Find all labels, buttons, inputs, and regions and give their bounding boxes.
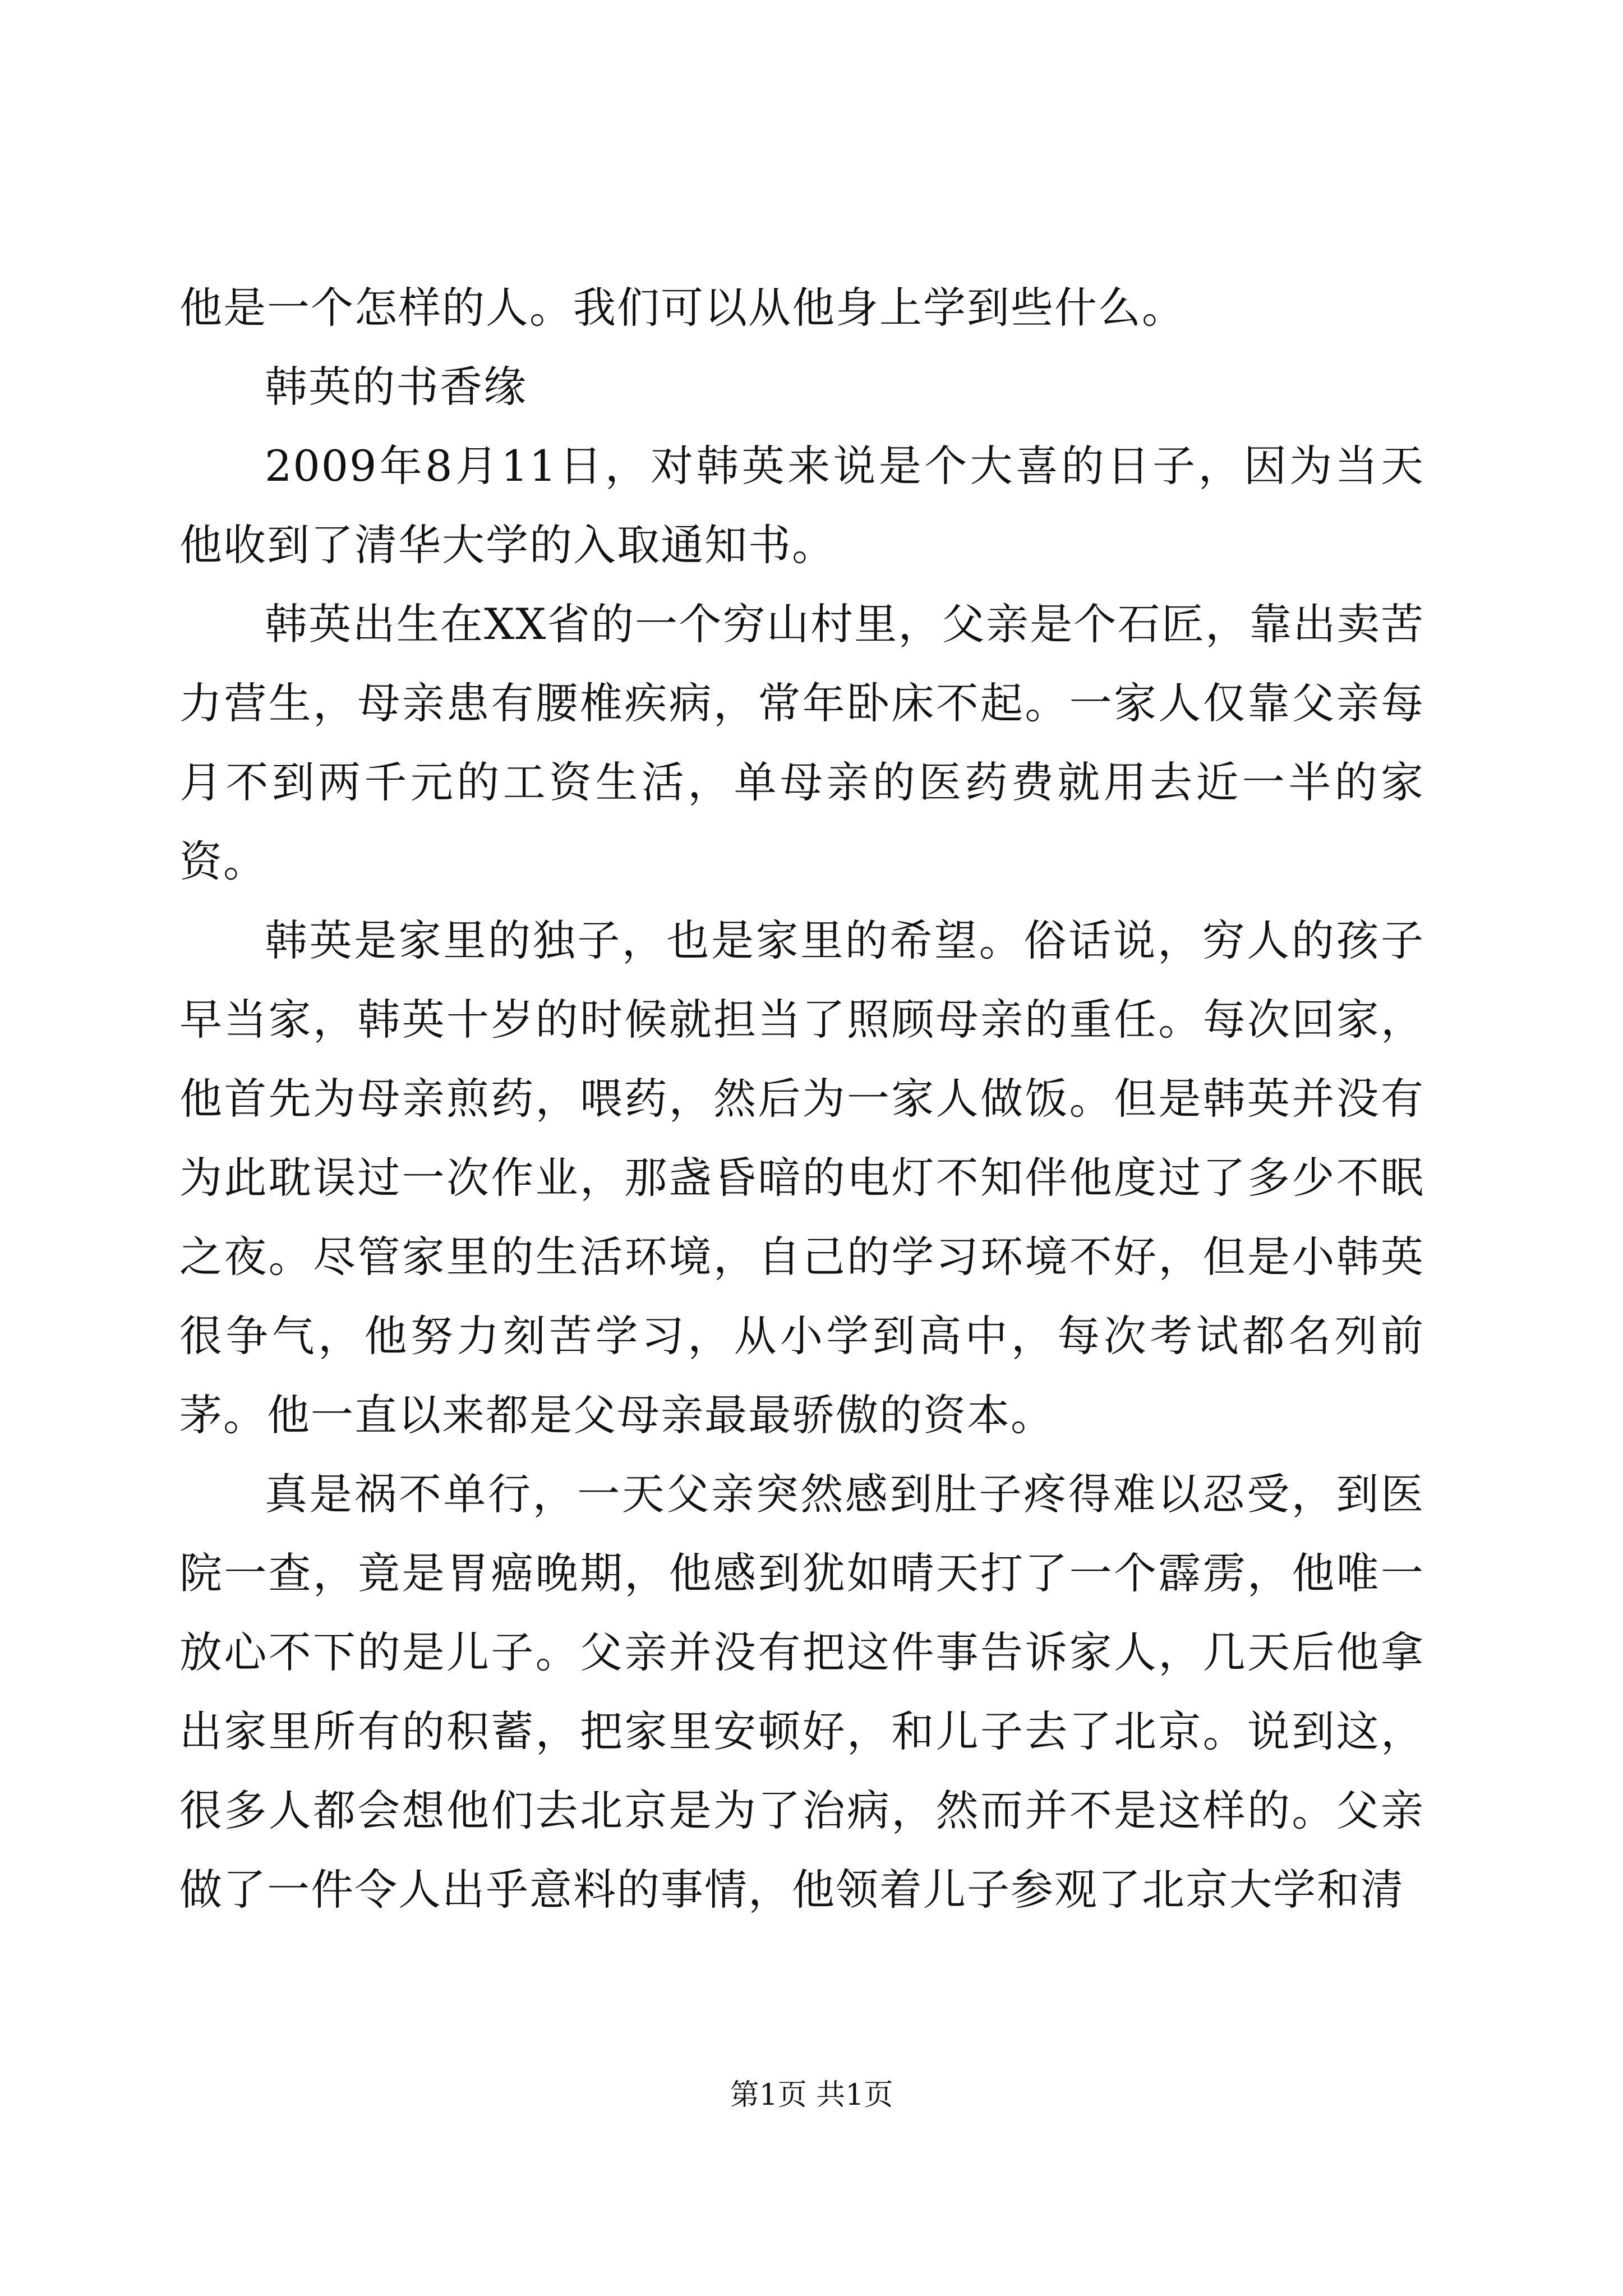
page-footer: 第1页 共1页	[730, 2078, 893, 2112]
paragraph-continuation: 他是一个怎样的人。我们可以从他身上学到些什么。	[179, 283, 1186, 333]
paragraph: 韩英出生在XX省的一个穷山村里，父亲是个石匠，靠出卖苦力营生，母亲患有腰椎疾病，常年卧床不起。一家人仅靠父亲每月不到两千元的工资生活，单母亲的医药费就用去近一半的家资。	[179, 599, 1424, 886]
paragraph: 2009年8月11日，对韩英来说是个大喜的日子，因为当天他收到了清华大学的入取通知书。	[179, 441, 1424, 570]
paragraph: 真是祸不单行，一天父亲突然感到肚子疼得难以忍受，到医院一查，竟是胃癌晚期，他感到犹如晴天打了一个霹雳，他唯一放心不下的是儿子。父亲并没有把这件事告诉家人，几天后他拿出家里所有的积蓄，把家里安顿好，和儿子去了北京。说到这，很多人都会想他们去北京是为了治病，然而并不是这样的。父亲做了一件令人出乎意料的事情，他领着儿子参观了北京大学和清	[179, 1469, 1424, 1915]
document-body	[179, 268, 1424, 1929]
section-heading: 韩英的书香缘	[265, 362, 527, 412]
paragraph: 韩英是家里的独子，也是家里的希望。俗话说，穷人的孩子早当家，韩英十岁的时候就担当了照顾母亲的重任。每次回家，他首先为母亲煎药，喂药，然后为一家人做饭。但是韩英并没有为此耽误过一次作业，那盏昏暗的电灯不知伴他度过了多少不眠之夜。尽管家里的生活环境，自己的学习环境不好，但是小韩英很争气，他努力刻苦学习，从小学到高中，每次考试都名列前茅。他一直以来都是父母亲最最骄傲的资本。	[179, 915, 1424, 1440]
